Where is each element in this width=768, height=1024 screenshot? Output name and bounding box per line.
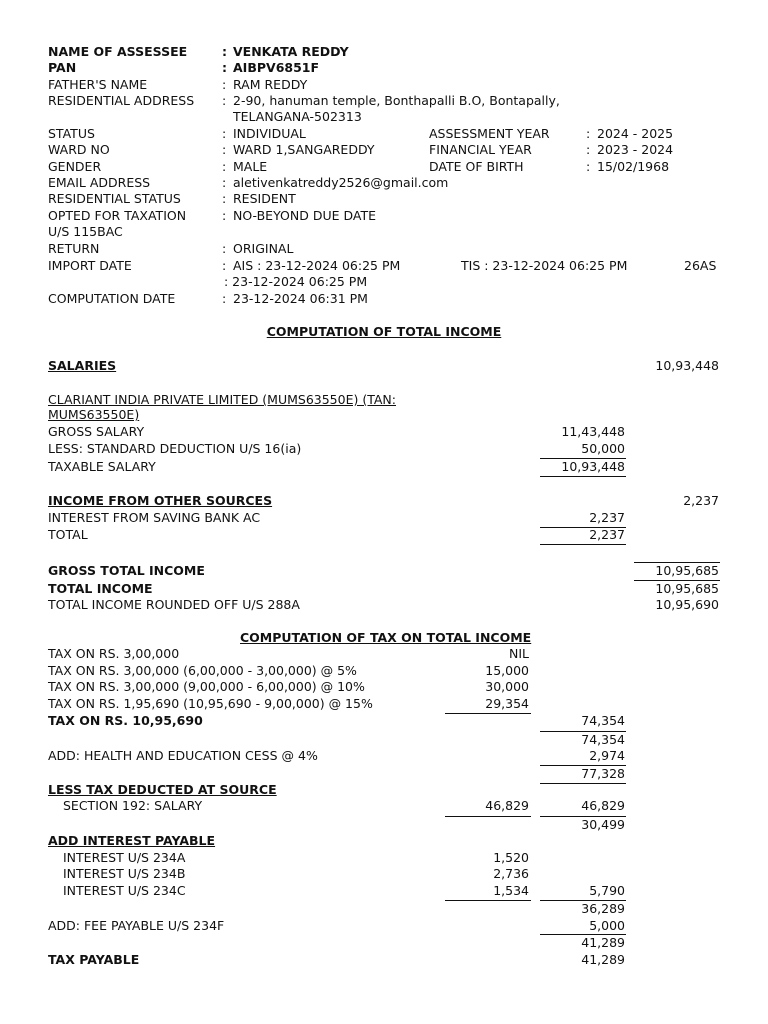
colon: : — [222, 175, 227, 190]
value-import-ais: AIS : 23-12-2024 06:25 PM — [233, 258, 401, 273]
interest-heading: ADD INTEREST PAYABLE — [48, 833, 216, 848]
label-import-date: IMPORT DATE — [48, 258, 132, 273]
tds-heading: LESS TAX DEDUCTED AT SOURCE — [48, 782, 277, 797]
colon: : — [222, 126, 227, 141]
gross-salary-value: 11,43,448 — [561, 424, 625, 439]
value-financial-year: 2023 - 2024 — [597, 142, 674, 157]
value-pan: AIBPV6851F — [233, 60, 320, 75]
colon: : — [222, 241, 227, 256]
value-return: ORIGINAL — [233, 241, 294, 256]
value-opted-taxation: NO-BEYOND DUE DATE — [233, 208, 376, 223]
value-name: VENKATA REDDY — [233, 44, 349, 59]
slab-label: TAX ON RS. 3,00,000 (9,00,000 - 6,00,000) @ 10% — [48, 679, 365, 694]
other-total-value: 2,237 — [589, 527, 625, 542]
taxable-salary-value: 10,93,448 — [561, 459, 625, 474]
colon: : — [222, 60, 227, 75]
value-address-2: TELANGANA-502313 — [233, 109, 362, 124]
value-status: INDIVIDUAL — [233, 126, 306, 141]
label-computation-date: COMPUTATION DATE — [48, 291, 176, 306]
taxable-salary-label: TAXABLE SALARY — [48, 459, 156, 474]
salaries-total: 10,93,448 — [655, 358, 719, 373]
colon: : — [586, 142, 591, 157]
other-sources-heading: INCOME FROM OTHER SOURCES — [48, 493, 273, 508]
label-opted-taxation-2: U/S 115BAC — [48, 224, 123, 239]
interest-label: INTEREST U/S 234C — [63, 883, 186, 898]
value-computation-date: 23-12-2024 06:31 PM — [233, 291, 368, 306]
label-return: RETURN — [48, 241, 100, 256]
colon: : — [222, 44, 227, 59]
label-gender: GENDER — [48, 159, 102, 174]
tax-payable-label: TAX PAYABLE — [48, 952, 140, 967]
label-opted-taxation: OPTED FOR TAXATION — [48, 208, 187, 223]
value-import-tis: TIS : 23-12-2024 06:25 PM — [461, 258, 628, 273]
employer-line-2: MUMS63550E) — [48, 407, 140, 422]
colon: : — [222, 159, 227, 174]
gti-label: GROSS TOTAL INCOME — [48, 563, 205, 578]
other-sources-total: 2,237 — [683, 493, 719, 508]
saving-interest-value: 2,237 — [589, 510, 625, 525]
slab-value: 30,000 — [485, 679, 529, 694]
label-name: NAME OF ASSESSEE — [48, 44, 188, 59]
label-financial-year: FINANCIAL YEAR — [429, 142, 532, 157]
divider — [445, 816, 531, 817]
value-dob: 15/02/1968 — [597, 159, 670, 174]
interest-value: 1,520 — [493, 850, 529, 865]
saving-interest-label: INTEREST FROM SAVING BANK AC — [48, 510, 261, 525]
tds-total: 46,829 — [581, 798, 625, 813]
fee-label: ADD: FEE PAYABLE U/S 234F — [48, 918, 225, 933]
slab-label: TAX ON RS. 1,95,690 (10,95,690 - 9,00,000) @ 15% — [48, 696, 373, 711]
colon: : — [222, 142, 227, 157]
std-deduction-value: 50,000 — [581, 441, 625, 456]
value-ward: WARD 1,SANGAREDDY — [233, 142, 375, 157]
colon: : — [222, 291, 227, 306]
value-import-26as: 26AS — [684, 258, 717, 273]
employer-line-1: CLARIANT INDIA PRIVATE LIMITED (MUMS63550E) (TAN: — [48, 392, 396, 407]
colon: : — [586, 126, 591, 141]
slab-value: 15,000 — [485, 663, 529, 678]
label-email: EMAIL ADDRESS — [48, 175, 151, 190]
tds-value: 46,829 — [485, 798, 529, 813]
subtotal: 30,499 — [581, 817, 625, 832]
value-residential-status: RESIDENT — [233, 191, 296, 206]
label-pan: PAN — [48, 60, 77, 75]
interest-label: INTEREST U/S 234B — [63, 866, 186, 881]
value-gender: MALE — [233, 159, 268, 174]
divider — [540, 783, 626, 784]
label-status: STATUS — [48, 126, 95, 141]
tax-total-label: TAX ON RS. 10,95,690 — [48, 713, 203, 728]
value-father: RAM REDDY — [233, 77, 308, 92]
ti-value: 10,95,685 — [655, 581, 719, 596]
cess-label: ADD: HEALTH AND EDUCATION CESS @ 4% — [48, 748, 318, 763]
value-address: 2-90, hanuman temple, Bonthapalli B.O, Bontapally, — [233, 93, 560, 108]
ti-label: TOTAL INCOME — [48, 581, 153, 596]
value-assessment-year: 2024 - 2025 — [597, 126, 674, 141]
tax-title: COMPUTATION OF TAX ON TOTAL INCOME — [240, 630, 532, 645]
fee-value: 5,000 — [589, 918, 625, 933]
divider — [540, 544, 626, 545]
subtotal: 36,289 — [581, 901, 625, 916]
interest-value: 2,736 — [493, 866, 529, 881]
label-ward: WARD NO — [48, 142, 110, 157]
slab-value: NIL — [508, 646, 529, 661]
interest-value: 1,534 — [493, 883, 529, 898]
divider — [540, 476, 626, 477]
interest-label: INTEREST U/S 234A — [63, 850, 186, 865]
gti-value: 10,95,685 — [655, 563, 719, 578]
tax-payable-value: 41,289 — [581, 952, 625, 967]
colon: : — [586, 159, 591, 174]
colon: : — [222, 258, 227, 273]
income-title: COMPUTATION OF TOTAL INCOME — [266, 324, 502, 339]
subtotal: 77,328 — [581, 766, 625, 781]
colon: : — [222, 191, 227, 206]
subtotal: 74,354 — [581, 732, 625, 747]
value-email: aletivenkatreddy2526@gmail.com — [233, 175, 449, 190]
cess-value: 2,974 — [589, 748, 625, 763]
gross-salary-label: GROSS SALARY — [48, 424, 145, 439]
salaries-heading: SALARIES — [48, 358, 117, 373]
other-total-label: TOTAL — [48, 527, 88, 542]
tds-label: SECTION 192: SALARY — [63, 798, 203, 813]
interest-total: 5,790 — [589, 883, 625, 898]
label-address: RESIDENTIAL ADDRESS — [48, 93, 195, 108]
label-assessment-year: ASSESSMENT YEAR — [429, 126, 550, 141]
std-deduction-label: LESS: STANDARD DEDUCTION U/S 16(ia) — [48, 441, 302, 456]
subtotal: 41,289 — [581, 935, 625, 950]
colon: : — [222, 208, 227, 223]
tax-total-value: 74,354 — [581, 713, 625, 728]
label-father: FATHER'S NAME — [48, 77, 148, 92]
slab-value: 29,354 — [485, 696, 529, 711]
slab-label: TAX ON RS. 3,00,000 (6,00,000 - 3,00,000) @ 5% — [48, 663, 357, 678]
slab-label: TAX ON RS. 3,00,000 — [48, 646, 180, 661]
colon: : — [222, 93, 227, 108]
label-dob: DATE OF BIRTH — [429, 159, 524, 174]
value-import-26as-date: : 23-12-2024 06:25 PM — [224, 274, 368, 289]
colon: : — [222, 77, 227, 92]
rounded-value: 10,95,690 — [655, 597, 719, 612]
divider — [445, 900, 531, 901]
rounded-label: TOTAL INCOME ROUNDED OFF U/S 288A — [48, 597, 300, 612]
label-residential-status: RESIDENTIAL STATUS — [48, 191, 181, 206]
divider — [445, 713, 531, 714]
